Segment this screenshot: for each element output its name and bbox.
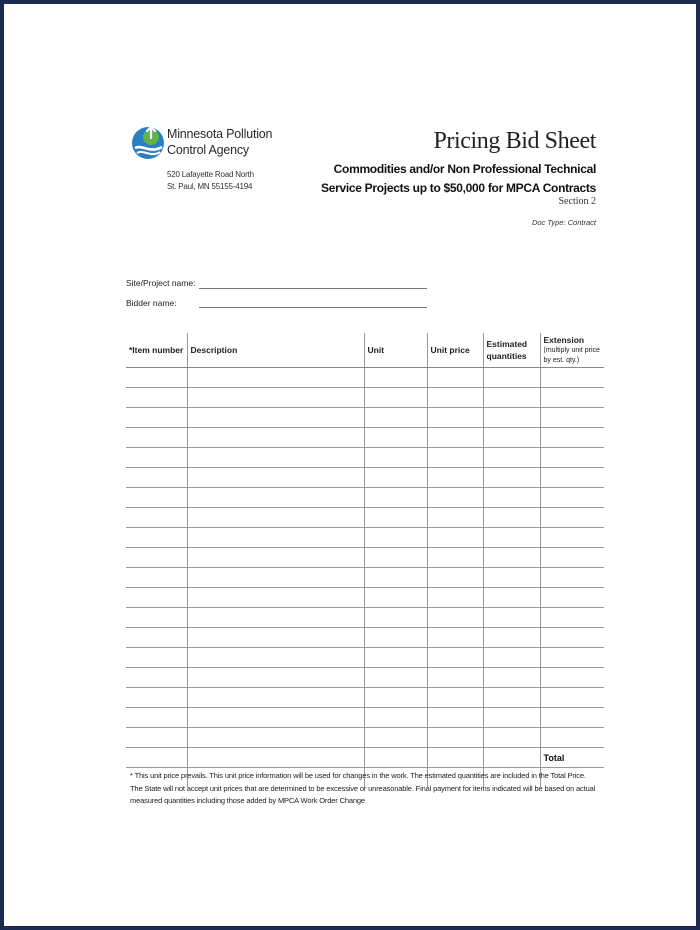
header-item-number: *Item number	[126, 333, 187, 368]
unit-cell[interactable]	[364, 568, 427, 588]
description-cell[interactable]	[187, 488, 364, 508]
item-number-cell[interactable]	[126, 448, 187, 468]
estimated-quantity-cell[interactable]	[483, 408, 540, 428]
description-cell[interactable]	[187, 548, 364, 568]
estimated-quantity-cell[interactable]	[483, 488, 540, 508]
unit-price-cell[interactable]	[427, 388, 483, 408]
estimated-quantity-cell[interactable]	[483, 448, 540, 468]
unit-price-cell[interactable]	[427, 688, 483, 708]
table-row	[126, 368, 604, 388]
extension-cell[interactable]	[540, 628, 604, 648]
total-spacer-cell	[483, 748, 540, 768]
table-row	[126, 668, 604, 688]
item-number-cell[interactable]	[126, 508, 187, 528]
estimated-quantity-cell[interactable]	[483, 528, 540, 548]
document-subtitle	[321, 160, 596, 198]
description-cell[interactable]	[187, 648, 364, 668]
unit-price-cell[interactable]	[427, 608, 483, 628]
subtitle-line1: Commodities and/or Non Professional Technical	[333, 162, 596, 176]
unit-cell[interactable]	[364, 508, 427, 528]
description-cell[interactable]	[187, 588, 364, 608]
unit-price-cell[interactable]	[427, 528, 483, 548]
section-label: Section 2	[558, 196, 596, 207]
header-estimated-quantities: Estimated quantities	[483, 333, 540, 368]
header-extension-note: (multiply unit price by est. qty.)	[543, 347, 600, 364]
item-number-cell[interactable]	[126, 428, 187, 448]
unit-price-cell[interactable]	[427, 448, 483, 468]
unit-price-cell[interactable]	[427, 728, 483, 748]
unit-cell[interactable]	[364, 708, 427, 728]
unit-cell[interactable]	[364, 468, 427, 488]
footnote: * This unit price prevails. This unit price information will be used for changes in the work. The estimated quantities are included in the Total Price. The State will not accept unit prices that are determined to be excessive or unreasonable. Final payment for items indicated will be based on actual measured quantities including those added by MPCA Work Order Change	[130, 771, 596, 805]
unit-price-cell[interactable]	[427, 648, 483, 668]
unit-price-cell[interactable]	[427, 548, 483, 568]
item-number-cell[interactable]	[126, 708, 187, 728]
header-extension-label: Extension	[543, 335, 585, 345]
item-number-cell[interactable]	[126, 388, 187, 408]
unit-cell[interactable]	[364, 728, 427, 748]
table-row	[126, 428, 604, 448]
address-line2: St. Paul, MN 55155-4194	[167, 182, 253, 191]
table-row	[126, 548, 604, 568]
description-cell[interactable]	[187, 668, 364, 688]
table-row	[126, 408, 604, 428]
extension-cell[interactable]	[540, 648, 604, 668]
header-unit: Unit	[364, 333, 427, 368]
unit-price-cell[interactable]	[427, 508, 483, 528]
subtitle-line2: Service Projects up to $50,000 for MPCA Contracts	[321, 181, 596, 195]
extension-cell[interactable]	[540, 428, 604, 448]
table-row	[126, 708, 604, 728]
estimated-quantity-cell[interactable]	[483, 428, 540, 448]
header-description: Description	[187, 333, 364, 368]
item-number-cell[interactable]	[126, 648, 187, 668]
item-number-cell[interactable]	[126, 468, 187, 488]
estimated-quantity-cell[interactable]	[483, 568, 540, 588]
item-number-cell[interactable]	[126, 568, 187, 588]
extension-cell[interactable]	[540, 688, 604, 708]
total-spacer-cell	[126, 748, 187, 768]
table-row	[126, 488, 604, 508]
site-project-field[interactable]	[199, 288, 427, 289]
unit-cell[interactable]	[364, 408, 427, 428]
table-row	[126, 568, 604, 588]
unit-price-cell[interactable]	[427, 408, 483, 428]
extension-cell[interactable]	[540, 708, 604, 728]
unit-price-cell[interactable]	[427, 468, 483, 488]
estimated-quantity-cell[interactable]	[483, 548, 540, 568]
extension-cell[interactable]	[540, 608, 604, 628]
table-row	[126, 508, 604, 528]
agency-name-line2: Control Agency	[167, 143, 249, 157]
unit-cell[interactable]	[364, 648, 427, 668]
bidder-name-label: Bidder name:	[126, 298, 177, 308]
estimated-quantity-cell[interactable]	[483, 468, 540, 488]
description-cell[interactable]	[187, 608, 364, 628]
unit-price-cell[interactable]	[427, 568, 483, 588]
total-label: Total	[540, 748, 604, 768]
mpca-logo-icon	[130, 120, 166, 166]
unit-cell[interactable]	[364, 588, 427, 608]
unit-cell[interactable]	[364, 388, 427, 408]
description-cell[interactable]	[187, 688, 364, 708]
total-row	[126, 748, 604, 768]
table-row	[126, 728, 604, 748]
description-cell[interactable]	[187, 428, 364, 448]
item-number-cell[interactable]	[126, 668, 187, 688]
total-spacer-cell	[187, 748, 364, 768]
estimated-quantity-cell[interactable]	[483, 588, 540, 608]
table-row	[126, 608, 604, 628]
extension-cell[interactable]	[540, 408, 604, 428]
estimated-quantity-cell[interactable]	[483, 508, 540, 528]
agency-name-line1: Minnesota Pollution	[167, 127, 273, 141]
header-unit-price: Unit price	[427, 333, 483, 368]
table-row	[126, 688, 604, 708]
estimated-quantity-cell[interactable]	[483, 608, 540, 628]
estimated-quantity-cell[interactable]	[483, 708, 540, 728]
item-number-cell[interactable]	[126, 728, 187, 748]
description-cell[interactable]	[187, 408, 364, 428]
extension-cell[interactable]	[540, 728, 604, 748]
description-cell[interactable]	[187, 448, 364, 468]
table-row	[126, 448, 604, 468]
estimated-quantity-cell[interactable]	[483, 628, 540, 648]
description-cell[interactable]	[187, 528, 364, 548]
description-cell[interactable]	[187, 708, 364, 728]
extension-cell[interactable]	[540, 528, 604, 548]
unit-price-cell[interactable]	[427, 488, 483, 508]
unit-cell[interactable]	[364, 688, 427, 708]
extension-cell[interactable]	[540, 508, 604, 528]
description-cell[interactable]	[187, 388, 364, 408]
unit-cell[interactable]	[364, 368, 427, 388]
table-row	[126, 528, 604, 548]
table-body	[126, 368, 604, 788]
description-cell[interactable]	[187, 628, 364, 648]
estimated-quantity-cell[interactable]	[483, 688, 540, 708]
table-row	[126, 628, 604, 648]
description-cell[interactable]	[187, 568, 364, 588]
item-number-cell[interactable]	[126, 548, 187, 568]
extension-cell[interactable]	[540, 368, 604, 388]
item-number-cell[interactable]	[126, 368, 187, 388]
item-number-cell[interactable]	[126, 488, 187, 508]
site-project-label: Site/Project name:	[126, 278, 196, 288]
unit-price-cell[interactable]	[427, 708, 483, 728]
extension-cell[interactable]	[540, 668, 604, 688]
item-number-cell[interactable]	[126, 688, 187, 708]
unit-cell[interactable]	[364, 548, 427, 568]
extension-cell[interactable]	[540, 448, 604, 468]
table-row	[126, 588, 604, 608]
description-cell[interactable]	[187, 508, 364, 528]
estimated-quantity-cell[interactable]	[483, 728, 540, 748]
item-number-cell[interactable]	[126, 588, 187, 608]
item-number-cell[interactable]	[126, 628, 187, 648]
unit-cell[interactable]	[364, 628, 427, 648]
unit-price-cell[interactable]	[427, 668, 483, 688]
item-number-cell[interactable]	[126, 528, 187, 548]
extension-cell[interactable]	[540, 588, 604, 608]
description-cell[interactable]	[187, 468, 364, 488]
pricing-table	[126, 333, 604, 787]
total-spacer-cell	[364, 748, 427, 768]
unit-cell[interactable]	[364, 608, 427, 628]
unit-cell[interactable]	[364, 488, 427, 508]
estimated-quantity-cell[interactable]	[483, 668, 540, 688]
extension-cell[interactable]	[540, 548, 604, 568]
item-number-cell[interactable]	[126, 608, 187, 628]
document-title: Pricing Bid Sheet	[433, 128, 596, 154]
unit-price-cell[interactable]	[427, 428, 483, 448]
description-cell[interactable]	[187, 368, 364, 388]
estimated-quantity-cell[interactable]	[483, 648, 540, 668]
address-line1: 520 Lafayette Road North	[167, 170, 254, 179]
table-header-row	[126, 333, 604, 368]
extension-cell[interactable]	[540, 468, 604, 488]
item-number-cell[interactable]	[126, 408, 187, 428]
unit-price-cell[interactable]	[427, 368, 483, 388]
table-row	[126, 388, 604, 408]
table-row	[126, 468, 604, 488]
header-extension	[540, 333, 604, 368]
unit-cell[interactable]	[364, 428, 427, 448]
unit-price-cell[interactable]	[427, 588, 483, 608]
table-row	[126, 648, 604, 668]
estimated-quantity-cell[interactable]	[483, 388, 540, 408]
estimated-quantity-cell[interactable]	[483, 368, 540, 388]
extension-cell[interactable]	[540, 388, 604, 408]
unit-cell[interactable]	[364, 668, 427, 688]
agency-address	[167, 169, 254, 193]
agency-name	[167, 126, 272, 158]
description-cell[interactable]	[187, 728, 364, 748]
total-spacer-cell	[427, 748, 483, 768]
unit-cell[interactable]	[364, 528, 427, 548]
bidder-name-field[interactable]	[199, 307, 427, 308]
unit-cell[interactable]	[364, 448, 427, 468]
doc-type-label: Doc Type: Contract	[531, 218, 596, 227]
unit-price-cell[interactable]	[427, 628, 483, 648]
extension-cell[interactable]	[540, 568, 604, 588]
extension-cell[interactable]	[540, 488, 604, 508]
document-page	[4, 4, 696, 926]
